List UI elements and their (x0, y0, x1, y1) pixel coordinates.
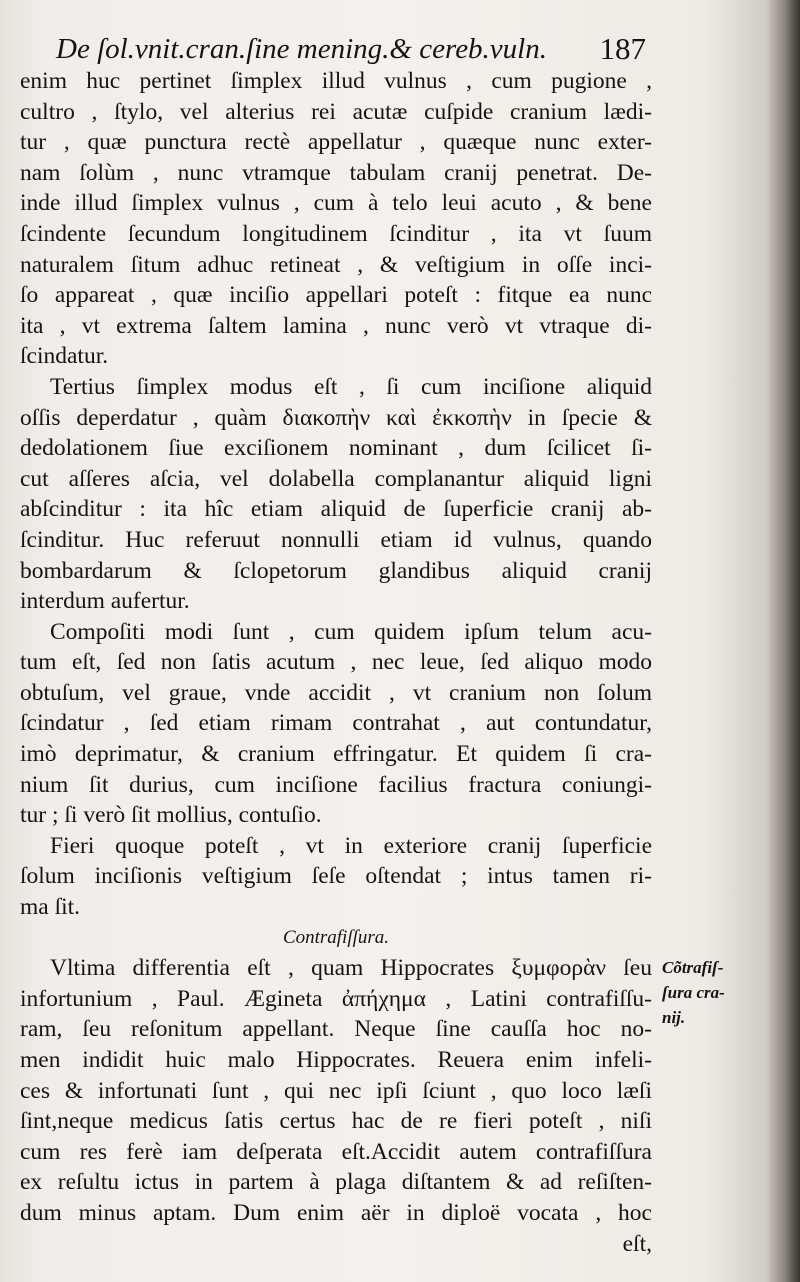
text-line: ſo appareat , quæ inciſio appellari poteſt : fitque ea nunc (20, 282, 652, 309)
text-line: cum res ferè iam deſperata eſt.Accidit autem contrafiſſura (20, 1138, 652, 1165)
text-line: bombardarum & ſclopetorum glandibus aliquid cranij (20, 557, 652, 584)
text-line: cut aſſeres aſcia, vel dolabella complanantur aliquid ligni (20, 465, 652, 492)
section-heading: Contrafiſſura. (282, 926, 390, 948)
text-line: men indidit huic malo Hippocrates. Reuera enim infeli- (20, 1047, 652, 1073)
text-line: ſcindente ſecundum longitudinem ſcinditur , ita vt ſuum (20, 220, 652, 247)
text-line: Compoſiti modi ſunt , cum quidem ipſum telum acu- (50, 618, 652, 645)
text-line: tur ; ſi verò ſit mollius, contuſio. (20, 802, 322, 829)
text-line: Fieri quoque poteſt , vt in exteriore cranij ſuperficie (50, 832, 652, 859)
text-line: tur , quæ punctura rectè appellatur , quæque nunc exter- (20, 129, 652, 156)
text-line: ſcinditur. Huc referuut nonnulli etiam id vulnus, quando (20, 526, 652, 553)
text-line: infortunium , Paul. Ægineta ἀπήχημα , Latini contrafiſſu- (20, 985, 652, 1012)
text-line: dedolationem ſiue exciſionem nominant , dum ſcilicet ſi- (20, 435, 652, 462)
margin-note-line: ſura cra- (662, 983, 725, 1002)
text-line: naturalem ſitum adhuc retineat , & veſtigium in oſſe inci- (20, 251, 652, 278)
text-line: ram, ſeu reſonitum appellant. Neque ſine cauſſa hoc no- (20, 1016, 652, 1043)
text-line: imò deprimatur, & cranium effringatur. Et quidem ſi cra- (20, 741, 652, 768)
margin-note (662, 955, 772, 1030)
text-line: ſolum inciſionis veſtigium ſeſe oſtendat ; intus tamen ri- (20, 863, 652, 890)
page-number: 187 (599, 31, 646, 66)
text-line: nium ſit durius, cum inciſione facilius fractura coniungi- (20, 771, 652, 798)
text-line: ex reſultu ictus in partem à plaga diſtantem & ad reſiſten- (20, 1169, 652, 1196)
text-line: ces & infortunati ſunt , qui nec ipſi ſciunt , quo loco læſi (20, 1077, 652, 1104)
text-line: nam ſolùm , nunc vtramque tabulam cranij penetrat. De- (20, 159, 652, 186)
text-line: interdum aufertur. (20, 588, 190, 615)
text-line: dum minus aptam. Dum enim aër in diploë vocata , hoc (20, 1199, 652, 1226)
body-text (20, 66, 652, 1259)
text-line: abſcinditur : ita hîc etiam aliquid de ſuperficie cranij ab- (20, 496, 652, 523)
text-line: ſint,neque medicus ſatis certus hac de re fieri poteſt , niſi (20, 1108, 652, 1135)
running-header (56, 28, 646, 70)
text-line: Tertius ſimplex modus eſt , ſi cum inciſione aliquid (50, 373, 652, 400)
text-line: obtuſum, vel graue, vnde accidit , vt cranium non ſolum (20, 679, 652, 706)
text-line: enim huc pertinet ſimplex illud vulnus , cum pugione , (20, 68, 652, 94)
margin-note-line: Cõtrafiſ- (662, 958, 724, 977)
page-gutter-shadow (766, 0, 800, 1282)
text-line: cultro , ſtylo, vel alterius rei acutæ cuſpide cranium lædi- (20, 98, 652, 125)
text-line: Vltima differentia eſt , quam Hippocrates ξυμφορὰν ſeu (50, 955, 652, 982)
catchword: eſt, (622, 1230, 652, 1257)
text-line: ſcindatur. (20, 343, 109, 370)
text-line: ſcindatur , ſed etiam rimam contrahat , aut contundatur, (20, 710, 652, 737)
text-line: ma ſit. (20, 894, 81, 921)
text-line: oſſis deperdatur , quàm διακοπὴν καὶ ἐκκοπὴν in ſpecie & (20, 404, 652, 431)
running-title: De ſol.vnit.cran.ſine mening.& cereb.vuln. (56, 33, 547, 65)
margin-note-line: nij. (662, 1008, 686, 1027)
text-line: inde illud ſimplex vulnus , cum à telo leui acuto , & bene (20, 190, 652, 217)
text-line: ita , vt extrema ſaltem lamina , nunc verò vt vtraque di- (20, 312, 652, 339)
text-line: tum eſt, ſed non ſatis acutum , nec leue, ſed aliquo modo (20, 649, 652, 676)
